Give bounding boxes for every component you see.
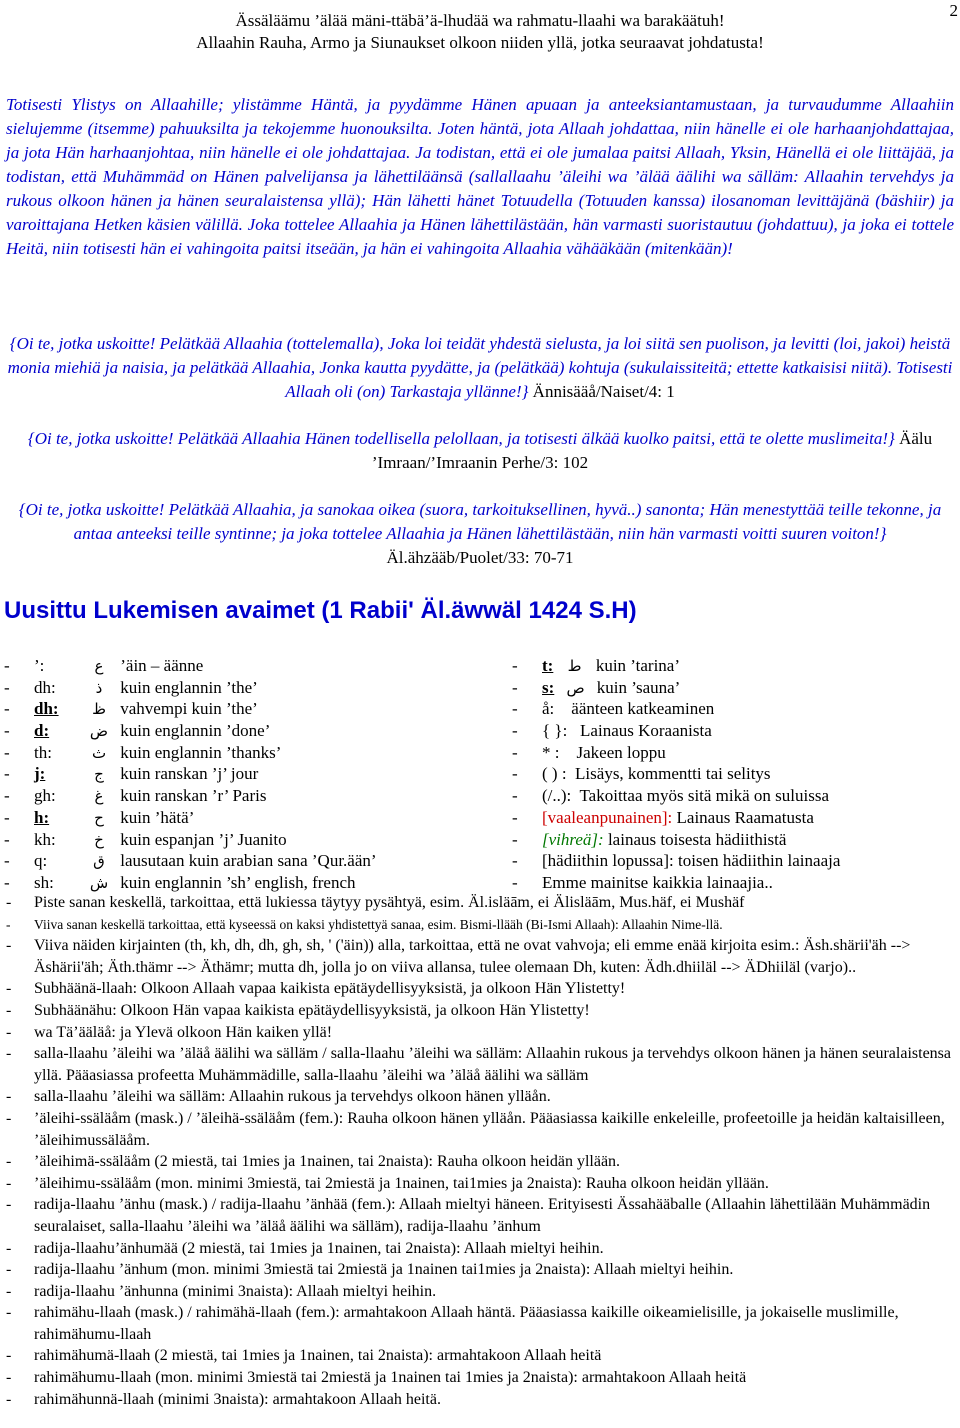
arabic-letter: ع (94, 657, 104, 675)
notes-list (6, 892, 956, 1410)
note-item: - wa Tä’ääläå: ja Ylevä olkoon Hän kaiken yllä! (6, 1023, 333, 1041)
note-item: - salla-llaahu ’äleihi wa ’äläå äälihi wa sälläm / salla-llaahu ’äleihi wa sälläm: Allaahin rukous ja tervehdys olkoon hänen ja hänen seuralaistensa yllä. Pääasiassa profeetta Muhämmädille, salla-llaahu ’äleihi wa ’äläå äälihi wa sälläm (6, 1045, 951, 1084)
key-row: - [hädiithin lopussa]: toisen hädiithin lainaaja (512, 851, 841, 871)
quote-text: {Oi te, jotka uskoitte! Pelätkää Allaahia Hänen todellisella pelollaan, ja totisesti älkää kuolko paitsi, että te olette muslimeita!} (27, 429, 895, 448)
arabic-letter: ط (567, 657, 582, 675)
note-item: - Viiva sanan keskellä tarkoittaa, että kyseessä on kaksi yhdistettyä sanaa, esim. Bismi-llääh (Bi-Ismi Allaah): Allaahin Nime-llä. (6, 916, 723, 932)
reading-keys-right (512, 655, 952, 894)
key-row: - dh: ذ kuin englannin ’the’ (4, 677, 504, 699)
quran-quote-3 (6, 498, 954, 570)
arabic-letter: ش (89, 873, 109, 892)
key-row: - h: ح kuin ’hätä’ (4, 807, 504, 829)
key-row: - d: ض kuin englannin ’done’ (4, 720, 504, 742)
arabic-letter: ق (93, 852, 105, 871)
quote-text: {Oi te, jotka uskoitte! Pelätkää Allaahia, ja sanokaa oikea (suora, tarkoituksellinen, hyvä..) sanonta; Hän menestyttää teille tekonne, ja antaa anteeksi teille syntinne; ja joka tottelee Allaahia ja Hänen lähettilästään, niin hän varmasti voitti suuren voiton!} (18, 500, 942, 543)
intro-paragraph (6, 93, 954, 261)
note-item: - radija-llaahu’änhumää (2 miestä, tai 1mies ja 1nainen, tai 2naista): Allaah mieltyi heihin. (6, 1239, 604, 1257)
quote-reference: Äl.ähzääb/Puolet/33: 70-71 (386, 548, 574, 567)
note-item: - salla-llaahu ’äleihi wa sälläm: Allaahin rukous ja tervehdys olkoon hänen ylläån. (6, 1088, 551, 1106)
arabic-letter: ص (566, 678, 585, 697)
arabic-letter: ح (94, 808, 104, 827)
arabic-letter: غ (94, 787, 104, 806)
quran-quote-2 (6, 427, 954, 475)
intro-part-4: Joka tottelee Allaahia ja Hänen lähettilästään, hän varmasti suoristautuu (johdattuu), ja joka ei tottele Heitä, niin totisesti hän ei vahingoita paitsi itseään, ja hän ei vahingoita Allaahia vähääkään (mitenkään)! (6, 215, 955, 258)
key-row: - t: ط kuin ’tarina’ (512, 655, 952, 677)
note-item: - rahimähumu-llaah (mon. minimi 3miestä tai 2miestä ja 1nainen tai 1mies ja 2naista): armahtakoon Allaah heitä (6, 1369, 747, 1387)
arabic-letter: ض (89, 722, 109, 741)
arabic-letter: ذ (95, 678, 103, 697)
arabic-letter: ج (94, 765, 104, 784)
note-item: - ’äleihimä-ssäläåm (2 miestä, tai 1mies ja 1nainen, tai 2naista): Rauha olkoon heidän yllään. (6, 1153, 621, 1171)
key-row: - { }: Lainaus Koraanista (512, 721, 712, 741)
note-item: - Subhäänähu: Olkoon Hän vapaa kaikista epätäydellisyyksistä, ja olkoon Hän Ylistetty! (6, 1001, 590, 1019)
arabic-letter: ث (91, 743, 107, 762)
key-row: - s: ص kuin ’sauna’ (512, 677, 952, 699)
key-row: - [vihreä]: lainaus toisesta hädiithistä (512, 829, 787, 849)
intro-part-3: Ja todistan, että ei ole jumalaa paitsi Allaah, Yksin, Hänellä ei ole liittäjää, ja todistan, että Muhämmäd on Hänen palvelijansa ja lähettiläänsä (sallallaahu ’äleihi wa ’älää äälihi wa sälläm: Allaahin tervehdys ja rukous olkoon hänen ja hänen seuralaistensa yllä); Hän lähetti hänet Totuudella (Totuuden kanssa) ilosanoman levittäjänä (bäshiir) ja varoittajana Hetken käsien välillä. (6, 143, 955, 234)
key-row: - th: ث kuin englannin ’thanks’ (4, 742, 504, 764)
key-row: - j: ج kuin ranskan ’j’ jour (4, 763, 504, 785)
note-item: - rahimähu-llaah (mask.) / rahimähä-llaah (fem.): armahtakoon Allaah häntä. Pääasiassa kaikille oikeamielisille, ja jokaiselle muslimille, rahimähumu-llaah (6, 1304, 899, 1343)
reading-keys-left (4, 655, 504, 894)
note-item: - rahimähunnä-llaah (minimi 3naista): armahtakoon Allaah heitä. (6, 1390, 441, 1408)
arabic-letter: خ (94, 830, 104, 849)
note-item: - Viiva näiden kirjainten (th, kh, dh, dh, gh, sh, ' ('äin)) alla, tarkoittaa, että ne ovat vahvoja; eli emme enää kirjoita esim.: Äsh.shärii'äh --> Äshärii'äh; Äth.thämr --> Äthämr; mutta dh, jolla jo on viiva allansa, tulee olemaan Dh, kuten: Ädh.dhiiläl --> ÄDhiiläl (varjo).. (6, 937, 911, 976)
key-row: - * : Jakeen loppu (512, 742, 666, 762)
intro-part-2: Joten häntä, jota Allaah johdattaa, niin hänelle ei ole harhaanjohdattajaa, ja jota Hän harhaanjohtaa, niin hänelle ei ole johdattajaa. (6, 119, 954, 162)
page-number: 2 (949, 1, 958, 20)
intro-part-1: Totisesti Ylistys on Allaahille; ylistämme Häntä, ja pyydämme Hänen apuaan ja anteeksiantamustaan, ja turvaudumme Allaahiin sielujemme (itsemme) pahuuksilta ja tekojemme huonouksilta. (6, 95, 954, 138)
key-row: - Emme mainitse kaikkia lainaajia.. (512, 872, 773, 892)
note-item: - ’äleihi-ssäläåm (mask.) / ’äleihä-ssäläåm (fem.): Rauha olkoon hänen ylläån. Pääasiassa kaikille enkeleille, profeetoille ja heidän kaltaisilleen, ’äleihimussäläåm. (6, 1109, 945, 1149)
key-row: - sh: ش kuin englannin ’sh’ english, french (4, 872, 504, 894)
section-title: Uusittu Lukemisen avaimet (1 Rabii' Äl.äwwäl 1424 S.H) (4, 597, 637, 624)
key-row: - [vaaleanpunainen]: Lainaus Raamatusta (512, 807, 814, 827)
key-row: - dh: ظ vahvempi kuin ’the’ (4, 698, 504, 720)
note-item: - ’äleihimu-ssäläåm (mon. minimi 3miestä, tai 2miestä ja 1nainen, tai1mies ja 2naista): Rauha olkoon heidän yllään. (6, 1174, 769, 1192)
greeting-line-1: Ässäläämu ’älää mäni-ttäbä’ä-lhudää wa rahmatu-llaahi wa barakäätuh! (235, 11, 725, 30)
quote-reference: Äälu ’Imraan/’Imraanin Perhe/3: 102 (371, 429, 933, 472)
quran-quote-1 (6, 332, 954, 404)
greeting-line-2: Allaahin Rauha, Armo ja Siunaukset olkoon niiden yllä, jotka seuraavat johdatusta! (196, 33, 764, 52)
greeting (0, 10, 960, 54)
arabic-letter: ظ (92, 700, 106, 719)
quote-reference: Ännisääå/Naiset/4: 1 (532, 382, 675, 401)
key-row: - ’: ع ’äin – äänne (4, 655, 504, 677)
key-row: - q: ق lausutaan kuin arabian sana ’Qur.ään’ (4, 850, 504, 872)
quote-text: {Oi te, jotka uskoitte! Pelätkää Allaahia (tottelemalla), Joka loi teidät yhdestä sielusta, ja loi siitä sen puolison, ja levitti (loi, jakoi) heistä monia miehiä ja naisia, ja pelätkää Allaahia, Jonka kautta pyydätte, ja (pelätkää) kohtuja (sukulaissiteitä; ettette katkaisisi niitä). Totisesti Allaah oli (on) Tarkastaja yllänne!} (7, 334, 953, 401)
note-item: - radija-llaahu ’änhunna (minimi 3naista): Allaah mieltyi heihin. (6, 1282, 437, 1300)
note-item: - Piste sanan keskellä, tarkoittaa, että lukiessa täytyy pysähtyä, esim. Äl.isläām, ei Älisläām, Mus.häf, ei Mushäf (6, 894, 745, 911)
note-item: - rahimähumä-llaah (2 miestä, tai 1mies ja 1nainen, tai 2naista): armahtakoon Allaah heitä (6, 1347, 602, 1365)
note-item: - radija-llaahu ’änhum (mon. minimi 3miestä tai 2miestä ja 1nainen tai1mies ja 2naista): Allaah mieltyi heihin. (6, 1261, 734, 1279)
key-row: - å: äänteen katkeaminen (512, 699, 715, 719)
key-row: - (/..): Takoittaa myös sitä mikä on suluissa (512, 786, 830, 806)
key-row: - gh: غ kuin ranskan ’r’ Paris (4, 785, 504, 807)
key-row: - ( ) : Lisäys, kommentti tai selitys (512, 764, 771, 784)
note-item: - radija-llaahu ’änhu (mask.) / radija-llaahu ’änhää (fem.): Allaah mieltyi häneen. Erityisesti Ässahääballe (Allaahin lähettilään Muhämmädin seuralaiset, salla-llaahu ’äleihi wa ’äläå äälihi wa sälläm), radija-llaahu ’änhum (6, 1196, 931, 1235)
key-row: - kh: خ kuin espanjan ’j’ Juanito (4, 829, 504, 851)
note-item: - Subhäänä-llaah: Olkoon Allaah vapaa kaikista epätäydellisyyksistä, ja olkoon Hän Ylistetty! (6, 980, 626, 998)
